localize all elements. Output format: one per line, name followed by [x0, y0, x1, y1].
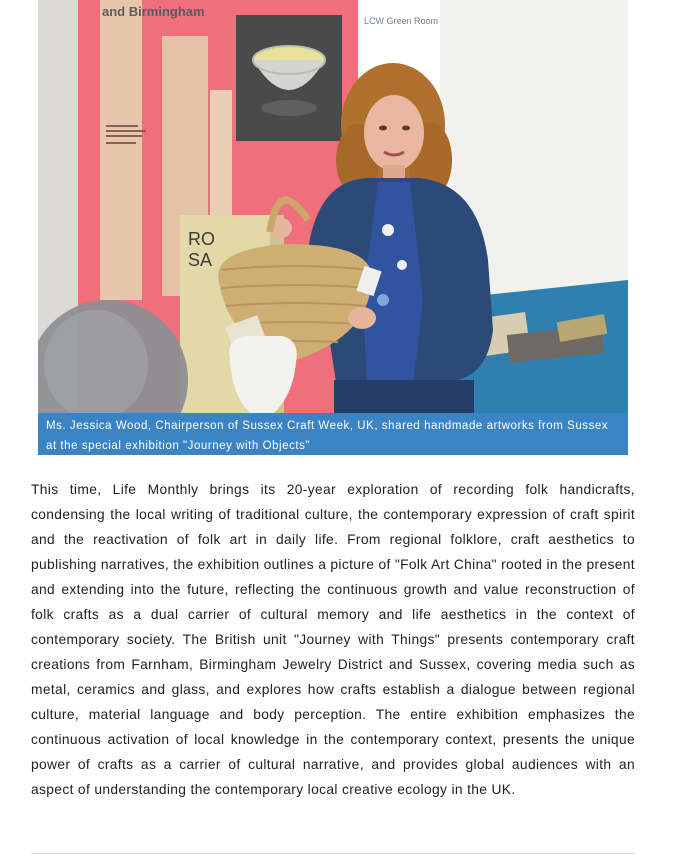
poster-heading: and Birmingham — [102, 4, 205, 19]
book-letters-top: RO — [188, 229, 215, 249]
exhibition-photo — [38, 0, 628, 413]
photo-illustration — [38, 0, 628, 413]
caption-line-2: at the special exhibition "Journey with Objects" — [46, 440, 311, 452]
caption-line-1: Ms. Jessica Wood, Chairperson of Sussex Craft Week, UK, shared handmade artworks from Sussex — [46, 420, 609, 432]
section-divider — [31, 853, 635, 854]
article-paragraph: This time, Life Monthly brings its 20-year exploration of recording folk handicrafts, condensing the local writing of traditional culture, the contemporary expression of craft spirit and the reactivation of folk art in daily life. From regional folklore, craft aesthetics to publishing narratives, the exhibition outlines a picture of "Folk Art China" rooted in the present and extending into the future, reflecting the continuous growth and value reconstruction of folk crafts as a dual carrier of cultural memory and life aesthetics in the context of contemporary society. The British unit "Journey with Things" presents contemporary craft creations from Farnham, Birmingham Jewelry District and Sussex, covering media such as metal, ceramics and glass, and explores how crafts establish a dialogue between regional culture, material language and body perception. The entire exhibition emphasizes the continuous activation of local knowledge in the contemporary context, presents the unique power of crafts as a carrier of cultural narrative, and provides global audiences with an aspect of understanding the contemporary local creative ecology in the UK. — [31, 482, 635, 797]
green-room-sign: LCW Green Room — [364, 16, 439, 26]
photo-caption — [38, 413, 628, 455]
article-figure — [38, 0, 628, 455]
book-letters-bottom: SA — [188, 250, 213, 270]
